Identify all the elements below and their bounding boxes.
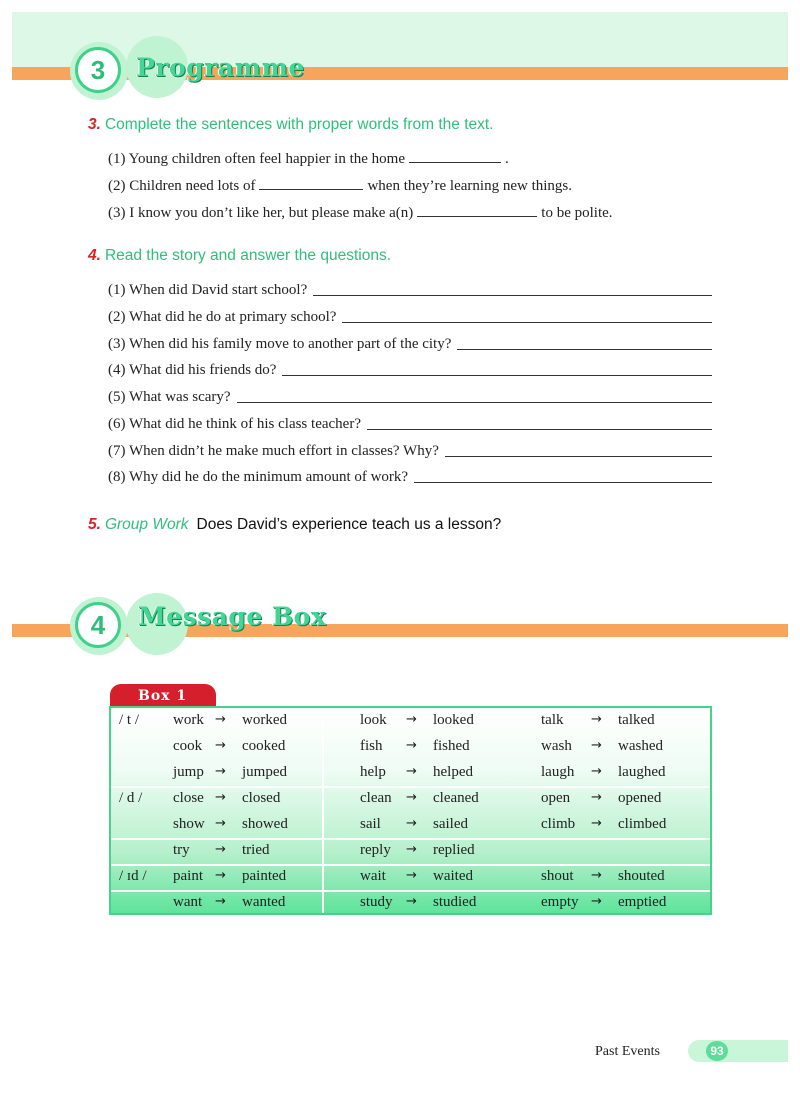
past-verb: replied <box>433 842 475 858</box>
arrow-icon: → <box>215 764 226 779</box>
base-verb: close <box>173 790 204 806</box>
base-verb: try <box>173 842 190 858</box>
footer-unit-title: Past Events <box>595 1044 660 1059</box>
q4-item-text: (1) When did David start school? <box>108 282 308 298</box>
arrow-icon: → <box>591 764 602 779</box>
base-verb: show <box>173 816 205 832</box>
q4-item <box>108 279 712 299</box>
q4-item <box>108 333 712 353</box>
arrow-icon: → <box>591 712 602 727</box>
past-verb: emptied <box>618 894 667 910</box>
q4-instruction: Read the story and answer the questions. <box>104 247 391 264</box>
q3-item-text-after: to be polite. <box>541 205 613 221</box>
past-verb: waited <box>433 868 473 884</box>
base-verb: sail <box>360 816 381 832</box>
section4-number: 4 <box>75 602 121 648</box>
past-verb: talked <box>618 712 655 728</box>
past-verb: sailed <box>433 816 468 832</box>
answer-line[interactable] <box>414 482 712 483</box>
past-verb: washed <box>618 738 663 754</box>
base-verb: talk <box>541 712 564 728</box>
group-work-label: Group Work <box>104 516 189 533</box>
page-number: 93 <box>706 1041 728 1061</box>
past-verb: climbed <box>618 816 667 832</box>
q3-item-text: (3) I know you don’t like her, but please make a(n) <box>108 205 414 221</box>
past-verb: studied <box>433 894 477 910</box>
past-verb: fished <box>433 738 470 754</box>
column-divider <box>322 708 324 913</box>
row-divider <box>111 864 710 866</box>
arrow-icon: → <box>215 816 226 831</box>
base-verb: shout <box>541 868 574 884</box>
q4-heading <box>88 247 391 265</box>
q3-item-text-after: when they’re learning new things. <box>367 178 572 194</box>
past-verb: wanted <box>242 894 286 910</box>
q4-item-text: (8) Why did he do the minimum amount of work? <box>108 469 409 485</box>
base-verb: help <box>360 764 386 780</box>
sound-label: / ɪd / <box>119 868 147 884</box>
past-verb: laughed <box>618 764 666 780</box>
q4-number: 4. <box>88 247 101 264</box>
q3-item <box>108 202 613 222</box>
past-verb: cleaned <box>433 790 479 806</box>
page-number-pill <box>688 1040 788 1062</box>
arrow-icon: → <box>591 738 602 753</box>
base-verb: climb <box>541 816 576 832</box>
base-verb: paint <box>173 868 203 884</box>
q5-heading <box>88 516 501 534</box>
arrow-icon: → <box>215 790 226 805</box>
arrow-icon: → <box>406 738 417 753</box>
past-verb: shouted <box>618 868 665 884</box>
q3-item <box>108 148 509 168</box>
base-verb: empty <box>541 894 579 910</box>
base-verb: work <box>173 712 204 728</box>
base-verb: reply <box>360 842 391 858</box>
answer-line[interactable] <box>367 429 712 430</box>
past-verb: looked <box>433 712 474 728</box>
past-verb: tried <box>242 842 270 858</box>
q5-text: Does David’s experience teach us a lesson? <box>196 516 502 533</box>
past-verb: painted <box>242 868 287 884</box>
arrow-icon: → <box>406 842 417 857</box>
base-verb: wait <box>360 868 386 884</box>
arrow-icon: → <box>406 816 417 831</box>
answer-line[interactable] <box>282 375 712 376</box>
row-divider <box>111 838 710 840</box>
arrow-icon: → <box>406 790 417 805</box>
arrow-icon: → <box>406 868 417 883</box>
arrow-icon: → <box>215 712 226 727</box>
arrow-icon: → <box>591 790 602 805</box>
q3-item-text-after: . <box>505 151 509 167</box>
answer-blank[interactable] <box>409 148 501 163</box>
arrow-icon: → <box>406 712 417 727</box>
q4-item-text: (2) What did he do at primary school? <box>108 309 337 325</box>
message-box-table <box>109 706 712 915</box>
q3-item-text: (1) Young children often feel happier in the home <box>108 151 406 167</box>
q3-heading <box>88 116 493 134</box>
q4-item <box>108 466 712 486</box>
q4-item <box>108 359 712 379</box>
base-verb: laugh <box>541 764 575 780</box>
answer-line[interactable] <box>457 349 712 350</box>
q4-item-text: (5) What was scary? <box>108 389 231 405</box>
q4-item <box>108 440 712 460</box>
arrow-icon: → <box>215 842 226 857</box>
base-verb: look <box>360 712 387 728</box>
past-verb: showed <box>242 816 288 832</box>
answer-line[interactable] <box>237 402 712 403</box>
q3-instruction: Complete the sentences with proper words from the text. <box>104 116 494 133</box>
sound-label: / d / <box>119 790 143 806</box>
past-verb: opened <box>618 790 662 806</box>
section4-title: Message Box <box>138 602 327 631</box>
section3-number: 3 <box>75 47 121 93</box>
arrow-icon: → <box>215 738 226 753</box>
past-verb: helped <box>433 764 473 780</box>
q4-item <box>108 413 712 433</box>
q4-item-text: (4) What did his friends do? <box>108 362 277 378</box>
arrow-icon: → <box>406 764 417 779</box>
base-verb: wash <box>541 738 572 754</box>
arrow-icon: → <box>591 894 602 909</box>
q3-number: 3. <box>88 116 101 133</box>
base-verb: clean <box>360 790 392 806</box>
past-verb: cooked <box>242 738 286 754</box>
base-verb: study <box>360 894 393 910</box>
arrow-icon: → <box>591 816 602 831</box>
q3-item-text: (2) Children need lots of <box>108 178 256 194</box>
arrow-icon: → <box>591 868 602 883</box>
box-label-tab: Box 1 <box>110 684 216 708</box>
past-verb: jumped <box>242 764 287 780</box>
base-verb: cook <box>173 738 203 754</box>
q4-item-text: (7) When didn’t he make much effort in classes? Why? <box>108 443 439 459</box>
q4-item <box>108 386 712 406</box>
q4-item <box>108 306 712 326</box>
section3-title: Programme <box>136 53 305 82</box>
q4-item-text: (3) When did his family move to another part of the city? <box>108 336 452 352</box>
base-verb: open <box>541 790 571 806</box>
q5-number: 5. <box>88 516 101 533</box>
answer-line[interactable] <box>313 295 712 296</box>
row-divider <box>111 890 710 892</box>
past-verb: worked <box>242 712 287 728</box>
answer-line[interactable] <box>342 322 712 323</box>
arrow-icon: → <box>215 894 226 909</box>
answer-blank[interactable] <box>259 175 363 190</box>
base-verb: jump <box>173 764 204 780</box>
q3-item <box>108 175 572 195</box>
answer-blank[interactable] <box>417 202 537 217</box>
base-verb: fish <box>360 738 383 754</box>
base-verb: want <box>173 894 203 910</box>
arrow-icon: → <box>406 894 417 909</box>
row-divider <box>111 786 710 788</box>
sound-label: / t / <box>119 712 140 728</box>
past-verb: closed <box>242 790 281 806</box>
arrow-icon: → <box>215 868 226 883</box>
q4-item-text: (6) What did he think of his class teacher? <box>108 416 361 432</box>
answer-line[interactable] <box>445 456 712 457</box>
